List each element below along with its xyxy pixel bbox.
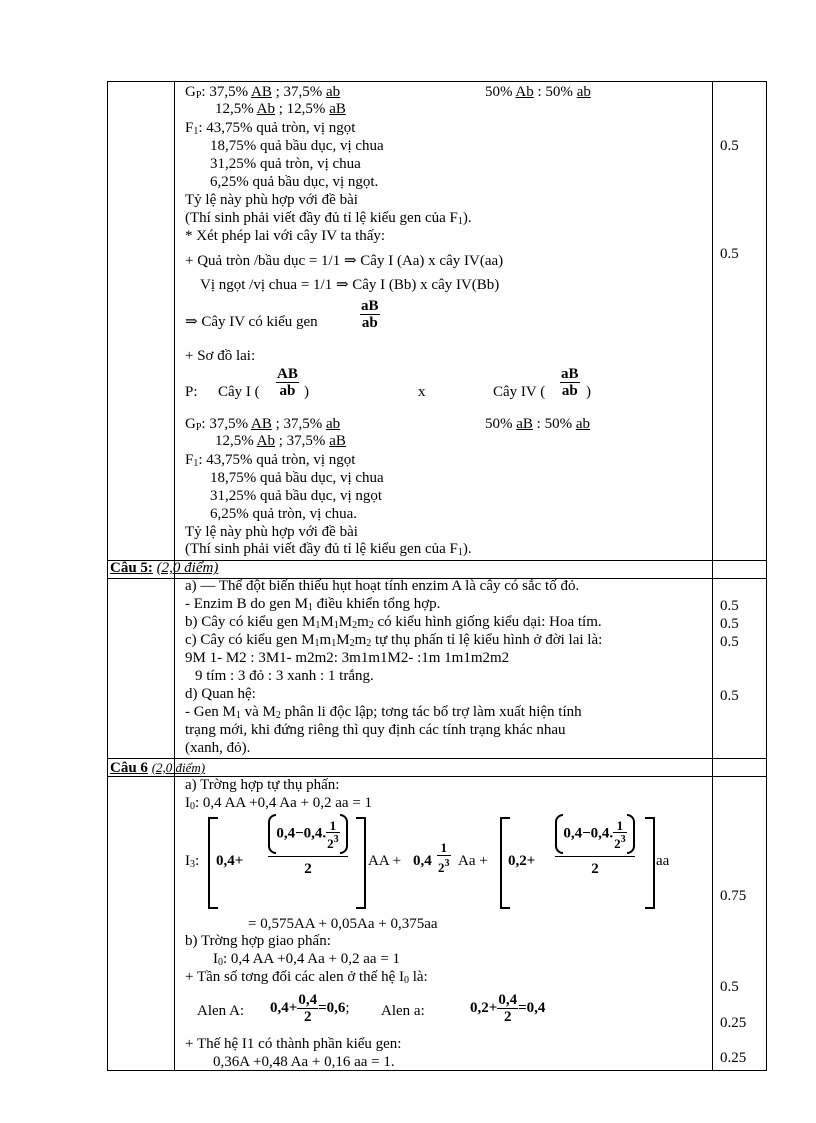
p-cross: x	[418, 384, 426, 400]
bracket-right-2	[645, 817, 655, 909]
f1-line3: 31,25% quả tròn, vị chua	[210, 156, 361, 172]
q6-freq: + Tần số tơng đối các alen ở thế hệ I0 là:	[185, 969, 428, 986]
q6-big04: 0,4+	[216, 853, 244, 869]
diagram-text: + Sơ đồ lai:	[185, 348, 256, 364]
q5-line-ratio: 9M 1- M2 : 3M1- m2m2: 3m1m1M2- :1m 1m1m2m2	[185, 650, 510, 666]
q5-score-2: 0.5	[720, 616, 739, 632]
bracket-right-1	[356, 817, 366, 909]
q6-aa-end: aa	[656, 853, 670, 869]
q6-line-b-i0: I0: 0,4 AA +0,4 Aa + 0,2 aa = 1	[213, 951, 401, 968]
alen-a-label: Alen A:	[197, 1003, 245, 1019]
q6-score-1: 0.75	[720, 888, 747, 904]
alen-a-small-expr: 0,2+ $\frac{0,4}{2}$ =0,4	[470, 992, 546, 1025]
q6-gen: + Thế hệ I1 có thành phần kiểu gen:	[185, 1036, 402, 1052]
q6-line-i0: I0: 0,4 AA +0,4 Aa + 0,2 aa = 1	[185, 795, 373, 812]
col-divider-2	[712, 82, 713, 1070]
f1-line4: 6,25% quả bầu dục, vị ngọt.	[210, 174, 379, 190]
p-right-fraction: $\frac{aB}{ab}$	[561, 366, 579, 399]
f1b-line1: F1: 43,75% quả tròn, vị ngọt	[185, 452, 356, 469]
q6-fraction-1: 0,4−0,4. $\frac{1}{2^3}$ 2	[258, 814, 358, 878]
row-divider-q6	[108, 758, 766, 759]
q6-aa-term: AA +	[368, 853, 402, 869]
q5-line-gene: - Gen M1 và M2 phân li độc lập; tơng tác bổ trợ làm xuất hiện tính	[185, 704, 582, 721]
q5-score-4: 0.5	[720, 688, 739, 704]
q5-line-b: b) Cây có kiểu gen M1M1M2m2 có kiểu hình giống kiểu dại: Hoa tím.	[185, 614, 602, 631]
q6-line-a: a) Trờng hợp tự thụ phấn:	[185, 777, 340, 793]
taste-ratio: Vị ngọt /vị chua = 1/1 ⇒ Cây I (Bb) x cây IV(Bb)	[200, 277, 500, 293]
q6-mid-fraction: $\frac{1}{2^3}$	[438, 840, 450, 875]
q5-line-c: c) Cây có kiểu gen M1m1M2m2 tự thụ phấn tỉ lệ kiểu hình ở đời lai là:	[185, 632, 603, 649]
q6-score-2: 0.5	[720, 979, 739, 995]
f1b-line4: 6,25% quả tròn, vị chua.	[210, 506, 358, 522]
q6-title: Câu 6 (2,0 điểm)	[110, 760, 206, 776]
alen-a-expr: 0,4+ $\frac{0,4}{2}$ =0,6;	[270, 992, 350, 1025]
q5-title: Câu 5: (2,0 điểm)	[110, 560, 219, 576]
f1-line2: 18,75% quả bầu dục, vị chua	[210, 138, 384, 154]
gp1-right: 50% Ab : 50% ab	[485, 84, 591, 100]
q6-i3-label: I3:	[185, 853, 200, 870]
q6-line-b: b) Trờng hợp giao phấn:	[185, 933, 331, 949]
p-label: P:	[185, 384, 198, 400]
p-right-close: )	[586, 384, 591, 400]
f1b-line3: 31,25% quả bầu dục, vị ngọt	[210, 488, 383, 504]
q5-line-enzyme: - Enzim B do gen M1 điều khiển tổng hợp.	[185, 596, 441, 613]
gp2-line2: 12,5% Ab ; 37,5% aB	[215, 433, 346, 449]
p-left-fraction: $\frac{AB}{ab}$	[277, 366, 298, 399]
q5-score-1: 0.5	[720, 598, 739, 614]
alen-a-small-label: Alen a:	[381, 1003, 425, 1019]
gp1-line1: GP: 37,5% AB ; 37,5% ab	[185, 84, 341, 101]
score-top-1: 0.5	[720, 138, 739, 154]
gp2-line1: GP: 37,5% AB ; 37,5% ab	[185, 416, 341, 433]
q5-line-trait: trạng mới, khi đứng riêng thì quy định các tính trạng khác nhau	[185, 722, 566, 738]
shape-ratio: + Quả tròn /bầu dục = 1/1 ⇒ Cây I (Aa) x cây IV(aa)	[185, 253, 504, 269]
p-left-close: )	[304, 384, 309, 400]
q5-line-colors: (xanh, đỏ).	[185, 740, 251, 756]
p-left: Cây I (	[218, 384, 260, 400]
q6-mid-coef: 0,4	[413, 853, 432, 869]
q6-aa-mid: Aa +	[458, 853, 488, 869]
q5-line-phenotype: 9 tím : 3 đỏ : 3 xanh : 1 trắng.	[195, 668, 374, 684]
genotype-line: ⇒ Cây IV có kiểu gen	[185, 314, 318, 330]
q6-result: = 0,575AA + 0,05Aa + 0,375aa	[248, 916, 438, 932]
gp2-right: 50% aB : 50% ab	[485, 416, 591, 432]
q6-big02: 0,2+	[508, 853, 536, 869]
gp1-line2: 12,5% Ab ; 12,5% aB	[215, 101, 346, 117]
genotype-fraction: $\frac{aB}{ab}$	[361, 298, 379, 331]
q5-score-3: 0.5	[720, 634, 739, 650]
note-text: (Thí sinh phải viết đầy đủ tỉ lệ kiểu gen của F1).	[185, 210, 472, 227]
q6-fraction-2: 0,4−0,4. $\frac{1}{2^3}$ 2	[545, 814, 645, 878]
score-top-2: 0.5	[720, 246, 739, 262]
f1-line1: F1: 43,75% quả tròn, vị ngọt	[185, 120, 356, 137]
f1b-line2: 18,75% quả bầu dục, vị chua	[210, 470, 384, 486]
note-text-2: (Thí sinh phải viết đầy đủ tỉ lệ kiểu gen của F1).	[185, 541, 472, 557]
fit-text: Tỷ lệ này phù hợp với đề bài	[185, 192, 358, 208]
q5-line-d: d) Quan hệ:	[185, 686, 256, 702]
consider-text: * Xét phép lai với cây IV ta thấy:	[185, 228, 386, 244]
q6-last: 0,36A +0,48 Aa + 0,16 aa = 1.	[213, 1054, 395, 1070]
q6-score-3: 0.25	[720, 1015, 747, 1031]
q5-line-a: a) — Thể đột biến thiếu hụt hoạt tính enzim A là cây có sắc tố đỏ.	[185, 578, 580, 594]
p-right: Cây IV (	[493, 384, 546, 400]
q6-score-4: 0.25	[720, 1050, 747, 1066]
fit-text-2: Tỷ lệ này phù hợp với đề bài	[185, 524, 358, 540]
